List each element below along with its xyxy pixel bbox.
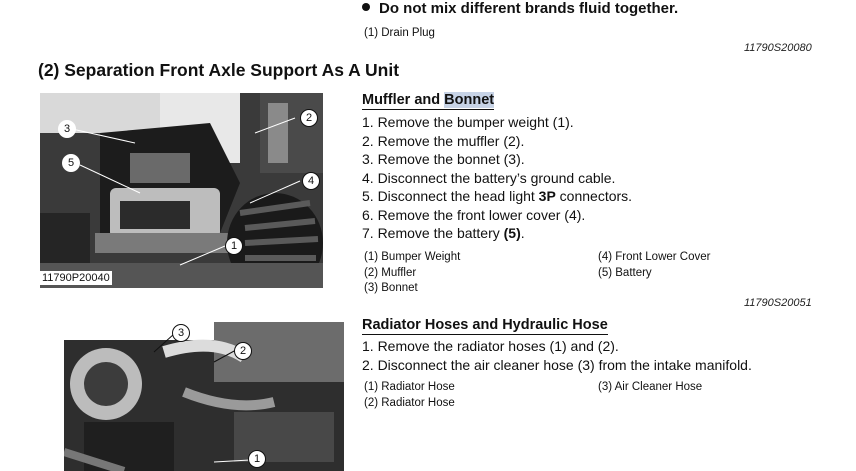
caution-text: Do not mix different brands fluid together. <box>379 0 679 17</box>
engine-bay-photo <box>64 322 344 471</box>
legend-item: (1) Bumper Weight <box>364 251 461 263</box>
step-1: 1. Remove the radiator hoses (1) and (2). <box>362 338 619 354</box>
step-5: 5. Disconnect the head light 3P connectors. <box>362 188 633 204</box>
step-2: 2. Remove the muffler (2). <box>362 132 525 149</box>
step-6: 6. Remove the front lower cover (4). <box>362 206 586 223</box>
steps-radiator-hoses <box>362 337 752 374</box>
step-2: 2. Disconnect the air cleaner hose (3) from the intake manifold. <box>362 356 752 373</box>
callout-2: 2 <box>234 342 252 360</box>
photo-radiator-hoses <box>64 322 344 471</box>
photo-muffler-bonnet <box>40 93 323 288</box>
subtitle-part1: Muffler and <box>362 92 445 108</box>
callout-1: 1 <box>248 450 266 468</box>
caution-bullet <box>362 0 678 17</box>
section-title: (2) Separation Front Axle Support As A Unit <box>38 60 400 80</box>
bullet-icon <box>362 3 370 11</box>
callout-3: 3 <box>172 324 190 342</box>
step-7: 7. Remove the battery (5). <box>362 225 525 241</box>
callout-1: 1 <box>225 237 243 255</box>
legend-right-1 <box>598 250 710 281</box>
callout-2: 2 <box>300 109 318 127</box>
callout-4: 4 <box>302 172 320 190</box>
legend-item: (4) Front Lower Cover <box>598 251 711 263</box>
callout-3: 3 <box>58 120 76 138</box>
legend-item: (2) Radiator Hose <box>364 396 455 409</box>
legend-item: (2) Muffler <box>364 266 417 279</box>
photo-label: 11790P20040 <box>42 272 110 284</box>
tractor-front-photo <box>40 93 323 288</box>
legend-item: (1) Radiator Hose <box>364 381 455 393</box>
step-3: 3. Remove the bonnet (3). <box>362 151 525 167</box>
steps-muffler-bonnet <box>362 113 632 243</box>
reference-code-block1: 11790S20051 <box>744 297 812 309</box>
drain-plug-legend: (1) Drain Plug <box>364 27 435 39</box>
legend-item: (3) Bonnet <box>364 282 418 294</box>
legend-item: (3) Air Cleaner Hose <box>598 381 703 393</box>
legend-item: (5) Battery <box>598 266 652 279</box>
callout-5: 5 <box>62 154 80 172</box>
subtitle-radiator-hoses: Radiator Hoses and Hydraulic Hose <box>362 317 608 333</box>
legend-left-2 <box>364 380 455 411</box>
step-1: 1. Remove the bumper weight (1). <box>362 114 574 130</box>
step-4: 4. Disconnect the battery’s ground cable. <box>362 169 616 186</box>
legend-right-2 <box>598 380 702 396</box>
reference-code-top: 11790S20080 <box>744 42 812 54</box>
subtitle-muffler-bonnet <box>362 92 494 110</box>
subtitle-part2-highlight: Bonnet <box>444 92 495 108</box>
legend-left-1 <box>364 250 460 297</box>
